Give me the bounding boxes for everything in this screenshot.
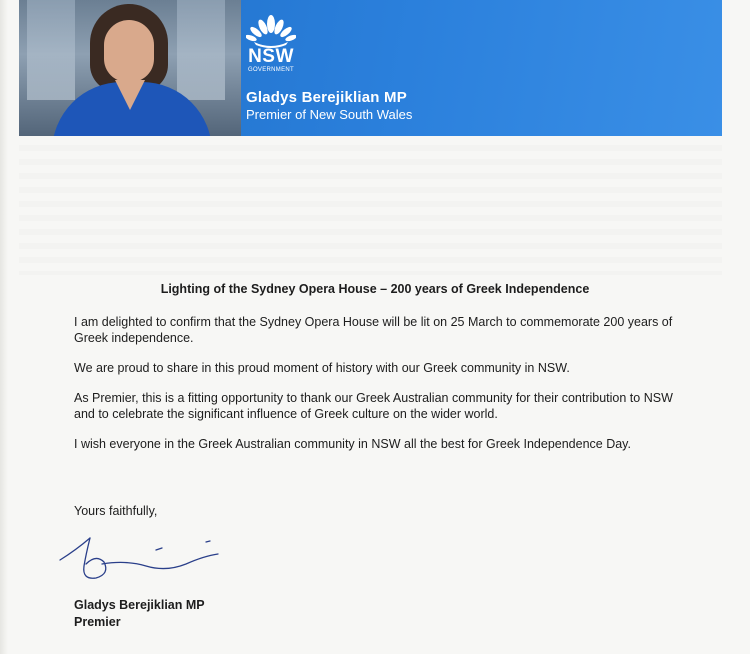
premier-portrait-photo (19, 0, 241, 136)
background-window (27, 0, 75, 100)
letter-closing: Yours faithfully, (74, 504, 158, 518)
portrait-face (104, 20, 154, 82)
body-paragraph: I am delighted to confirm that the Sydney Opera House will be lit on 25 March to commemorate 200 years of Greek independence. (74, 315, 673, 345)
letter-title: Lighting of the Sydney Opera House – 200 years of Greek Independence (160, 282, 590, 296)
logo-wordmark: NSW (248, 46, 294, 67)
letterhead-name: Gladys Berejiklian MP (246, 89, 407, 106)
background-window (177, 0, 225, 100)
signatory-name: Gladys Berejiklian MP (74, 598, 205, 612)
handwritten-signature (56, 530, 236, 590)
body-paragraph: I wish everyone in the Greek Australian community in NSW all the best for Greek Independence Day. (74, 437, 631, 451)
letterhead-role: Premier of New South Wales (246, 107, 413, 122)
signatory-title: Premier (74, 615, 121, 629)
show-through-texture (19, 145, 722, 275)
letter-body (74, 314, 674, 466)
logo-subtext: GOVERNMENT (247, 67, 294, 73)
body-paragraph: As Premier, this is a fitting opportunity to thank our Greek Australian community for their contribution to NSW and to celebrate the significant influence of Greek culture on the wider world. (74, 391, 673, 421)
body-paragraph: We are proud to share in this proud moment of history with our Greek community in NSW. (74, 361, 570, 375)
page-edge-shadow (0, 0, 8, 654)
